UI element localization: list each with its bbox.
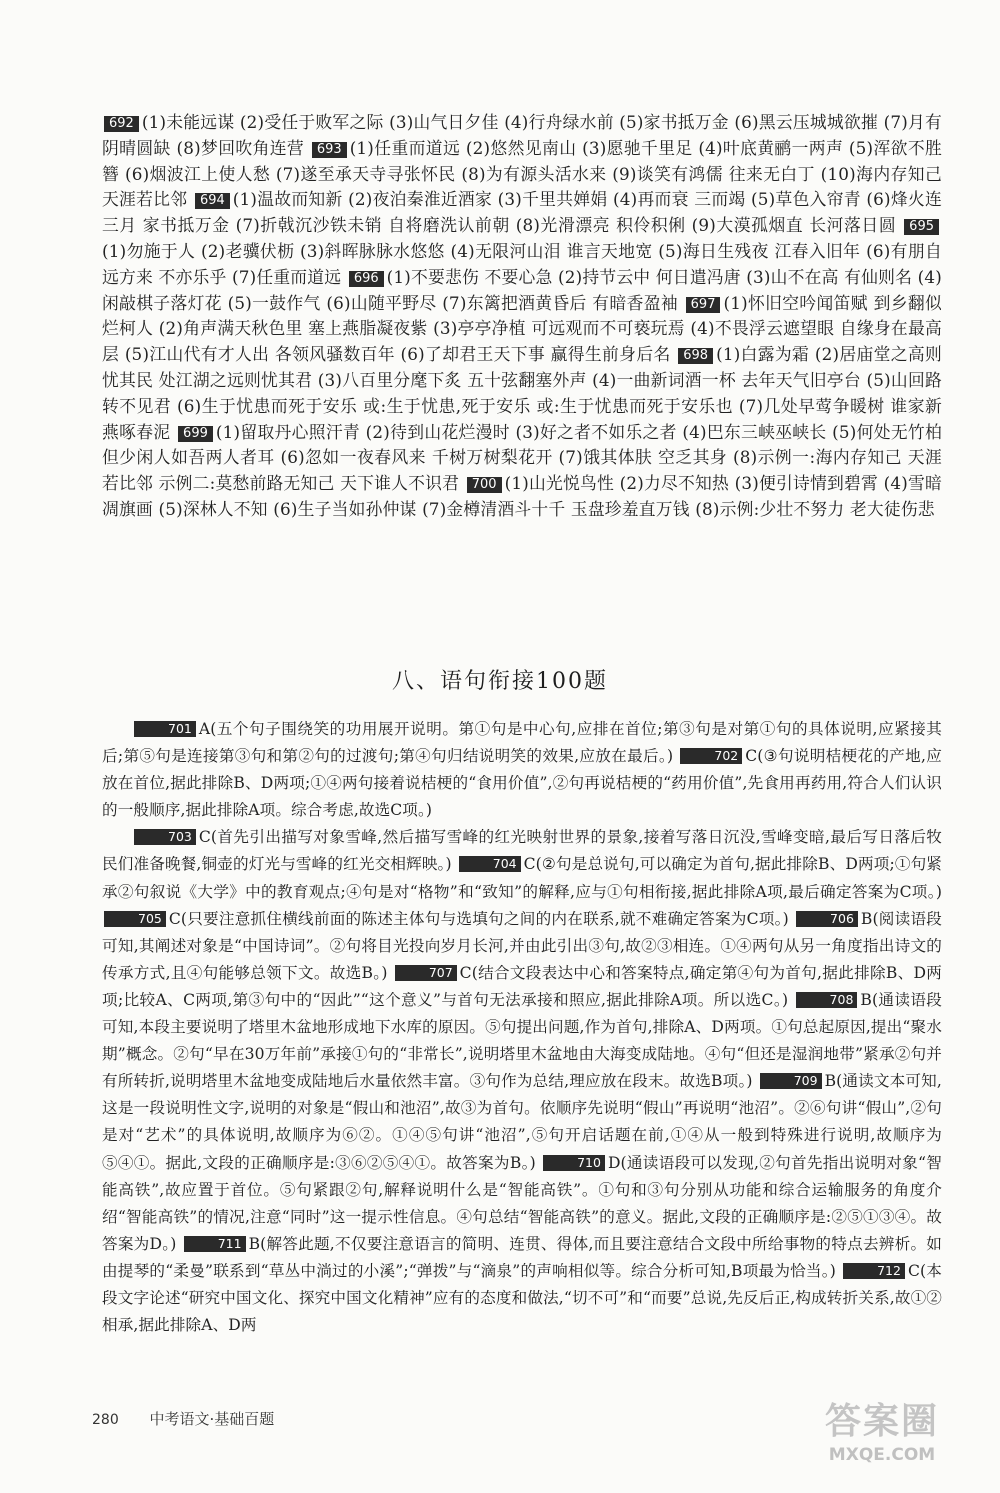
answer-text: C(③句说明桔梗花的产地,应放在首位,据此排除B、D两项;①④两句接着说桔梗的“食用价值”,②句再说桔梗的“药用价值”,先食用再药用,符合人们认识的一般顺序,据此排除A项。综合考虑,故选C项。) bbox=[102, 747, 942, 820]
answer-text: C(本段文字论述“研究中国文化、探究中国文化精神”应有的态度和做法,“切不可”和“而要”总说,先反后正,构成转折关系,故①②相承,据此排除A、D两 bbox=[102, 1261, 942, 1335]
question-number: 702 bbox=[680, 748, 742, 764]
question-number: 706 bbox=[796, 911, 858, 927]
answer-text: (1)山光悦鸟性 (2)力尽不知热 (3)便引诗情到碧霄 (4)雪暗凋旗画 (5)深林人不知 (6)生子当如孙仲谋 (7)金樽清酒斗十千 玉盘珍羞直万钱 (8)示例:少壮不努力 老大徒伤悲 bbox=[102, 473, 942, 519]
answer-paragraph bbox=[102, 824, 942, 1339]
question-number: 705 bbox=[104, 911, 166, 927]
question-number: 692 bbox=[104, 116, 139, 132]
question-number: 698 bbox=[678, 348, 713, 364]
answer-text: A(五个句子围绕笑的功用展开说明。第①句是中心句,应排在首位;第③句是对第①句的具体说明,应紧接其后;第⑤句是连接第③句和第②句的过渡句;第④句归结说明笑的效果,应放在最后。) bbox=[102, 720, 942, 766]
answer-text: (1)怀旧空吟闻笛赋 到乡翻似烂柯人 (2)角声满天秋色里 塞上燕脂凝夜紫 (3)亭亭净植 可远观而不可亵玩焉 (4)不畏浮云遮望眼 自缘身在最高层 (5)江山代有才人出 各领风骚数百年 (6)了却君王天下事 赢得生前身后名 bbox=[102, 292, 942, 365]
question-number: 709 bbox=[760, 1073, 822, 1089]
answer-text: B(通读语段可知,本段主要说明了塔里木盆地形成地下水库的原因。⑤句提出问题,作为首句,排除A、D两项。①句总起原因,提出“聚水期”概念。②句“早在30万年前”承接①句的“非常长”,说明塔里木盆地由大海变成陆地。④句“但还是湿润地带”紧承②句并有所转折,说明塔里木盆地变成陆地后水量依然丰富。③句作为总结,理应放在段末。故选B项。) bbox=[102, 990, 942, 1091]
answer-text: B(阅读语段可知,其阐述对象是“中国诗词”。②句将目光投向岁月长河,并由此引出③句,故②③相连。①④两句从另一角度指出诗文的传承方式,且④句能够总领下文。故选B。) bbox=[102, 909, 942, 982]
page-footer bbox=[92, 1408, 274, 1429]
question-number: 710 bbox=[543, 1155, 605, 1171]
question-number: 703 bbox=[134, 829, 196, 845]
answer-text: (1)白露为霜 (2)居庙堂之高则忧其民 处江湖之远则忧其君 (3)八百里分麾下炙 五十弦翻塞外声 (4)一曲新词酒一杯 去年天气旧亭台 (5)山回路转不见君 (6)生于忧患而死于安乐 或:生于忧患,死于安乐 或:生于忧患而死于安乐也 (7)几处早莺争暖树 谁家新燕啄春泥 bbox=[102, 344, 942, 442]
answer-text: C(首先引出描写对象雪峰,然后描写雪峰的红光映射世界的景象,接着写落日沉没,雪峰变暗,最后写日落后牧民们准备晚餐,铜壶的灯光与雪峰的红光交相辉映。) bbox=[102, 828, 942, 874]
question-number: 712 bbox=[843, 1263, 905, 1279]
answer-text: C(只要注意抓住横线前面的陈述主体句与选填句之间的内在联系,就不难确定答案为C项。) bbox=[168, 909, 789, 928]
question-number: 707 bbox=[395, 965, 457, 981]
answer-text: B(解答此题,不仅要注意语言的简明、连贯、得体,而且要注意结合文段中所给事物的特点去辨析。如由提琴的“柔曼”联系到“草丛中淌过的小溪”;“弹拨”与“滴泉”的声响相似等。综合分析可知,B项最为恰当。) bbox=[102, 1234, 942, 1280]
watermark-logo: 答案圈 bbox=[824, 1401, 939, 1442]
page-number: 280 bbox=[92, 1412, 119, 1428]
answer-text: C(结合文段表达中心和答案特点,确定第④句为首句,据此排除B、D两项;比较A、C两项,第③句中的“因此”“这个意义”与首句无法承接和照应,据此排除A项。所以选C。) bbox=[102, 963, 943, 1009]
question-number: 695 bbox=[904, 219, 939, 235]
answer-text: C(②句是总说句,可以确定为首句,据此排除B、D两项;①句紧承②句叙说《大学》中的教育观点;④句是对“格物”和“致知”的解释,应与①句相衔接,据此排除A项,最后确定答案为C项。) bbox=[102, 855, 943, 901]
question-number: 699 bbox=[178, 426, 213, 442]
answer-text: (1)不要悲伤 不要心急 (2)持节云中 何日遣冯唐 (3)山不在高 有仙则名 (4)闲敲棋子落灯花 (5)一鼓作气 (6)山随平野尽 (7)东篱把酒黄昏后 有暗香盈袖 bbox=[102, 266, 942, 313]
question-number: 704 bbox=[459, 856, 521, 872]
watermark bbox=[782, 1399, 982, 1479]
answer-paragraph bbox=[102, 716, 942, 824]
answer-text: (1)未能远谋 (2)受任于败军之际 (3)山气日夕佳 (4)行舟绿水前 (5)家书抵万金 (6)黑云压城城欲摧 (7)月有阴晴圆缺 (8)梦回吹角连营 bbox=[102, 112, 942, 158]
answer-text: B(通读文本可知,这是一段说明性文字,说明的对象是“假山和池沼”,故③为首句。依顺序先说明“假山”再说明“池沼”。②⑥句讲“假山”,②句是对“艺术”的具体说明,故顺序为⑥②。①④⑤句讲“池沼”,⑤句开启话题在前,①④从一般到特殊进行说明,故顺序为⑤④①。据此,文段的正确顺序是:③⑥②⑤④①。故答案为B。) bbox=[102, 1072, 942, 1172]
question-number: 700 bbox=[467, 477, 502, 493]
question-number: 711 bbox=[184, 1236, 246, 1252]
watermark-url: MXQE.COM bbox=[828, 1445, 936, 1465]
section-heading: 八、语句衔接100题 bbox=[392, 669, 608, 694]
question-number: 696 bbox=[349, 271, 384, 287]
answer-text: (1)留取丹心照汗青 (2)待到山花烂漫时 (3)好之者不如乐之者 (4)巴东三峡巫峡长 (5)何处无竹柏 但少闲人如吾两人者耳 (6)忽如一夜春风来 千树万树梨花开 (7)饿其体肤 空乏其身 (8)示例一:海内存知己 天涯若比邻 示例二:莫愁前路无知己 天下谁人不识君 bbox=[102, 421, 942, 494]
question-number: 697 bbox=[686, 297, 721, 313]
book-title: 中考语文·基础百题 bbox=[149, 1410, 275, 1428]
answer-text: D(通读语段可以发现,②句首先指出说明对象“智能高铁”,故应置于首位。⑤句紧跟②句,解释说明什么是“智能高铁”。①句和③句分别从功能和综合运输服务的角度介绍“智能高铁”的情况,注意“同时”这一提示性信息。④句总结“智能高铁”的意义。据此,文段的正确顺序是:②⑤①③④。故答案为D。) bbox=[102, 1153, 942, 1253]
question-number: 693 bbox=[312, 142, 347, 158]
question-number: 701 bbox=[134, 721, 196, 737]
question-number: 708 bbox=[796, 992, 858, 1008]
answers-section-sentence-linking bbox=[102, 716, 942, 1339]
answer-text: (1)勿施于人 (2)老骥伏枥 (3)斜晖脉脉水悠悠 (4)无限河山泪 谁言天地宽 (5)海日生残夜 江春入旧年 (6)有朋自远方来 不亦乐乎 (7)任重而道远 bbox=[102, 240, 942, 287]
question-number: 694 bbox=[195, 193, 230, 209]
answer-text: (1)任重而道远 (2)悠然见南山 (3)愿驰千里足 (4)叶底黄鹂一两声 (5)浑欲不胜簪 (6)烟波江上使人愁 (7)遂至承天寺寻张怀民 (8)为有源头活水来 (9)谈笑有鸿儒 往来无白丁 (10)海内存知己 天涯若比邻 bbox=[102, 137, 942, 210]
answers-section-poetry bbox=[102, 110, 942, 523]
answer-text: (1)温故而知新 (2)夜泊秦淮近酒家 (3)千里共婵娟 (4)再而衰 三而竭 (5)草色入帘青 (6)烽火连三月 家书抵万金 (7)折戟沉沙铁未销 自将磨洗认前朝 (8)光滑漂亮 积伶积俐 (9)大漠孤烟直 长河落日圆 bbox=[102, 189, 942, 236]
